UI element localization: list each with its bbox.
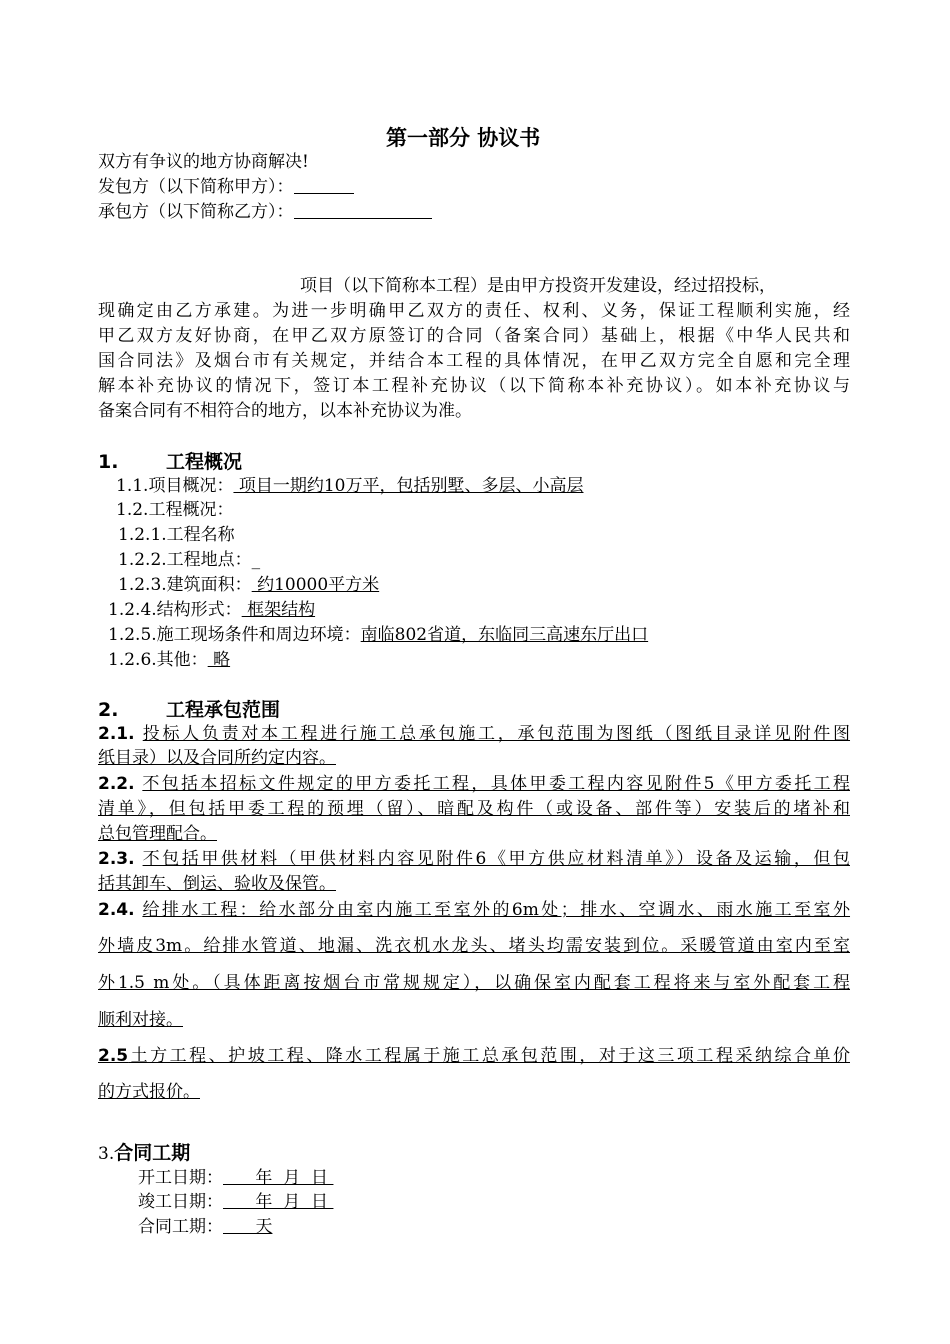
party-b-line (98, 200, 432, 224)
item-1-2-6 (108, 648, 230, 672)
end-date-label: 竣工日期： (138, 1192, 223, 1212)
item-1-2-4 (108, 598, 315, 622)
item-1-2-5-label: 1.2.5.施工现场条件和周边环境： (108, 625, 361, 645)
para-2-1-line-2: 纸目录）以及合同所约定内容。 (98, 748, 336, 768)
preamble-line-4: 国合同法》及烟台市有关规定，并结合本工程的具体情况，在甲乙双方完全自愿和完全理 (98, 351, 850, 371)
party-a-line (98, 175, 354, 199)
item-1-1-label: 1.1.项目概况： (116, 476, 234, 496)
item-1-2-3-value: 约10000平方米 (251, 575, 380, 595)
para-2-4-number: 2.4. (98, 900, 135, 920)
start-date-value: 年 月 日 (223, 1168, 334, 1188)
section1-number: 1. (98, 451, 119, 473)
para-2-5-number: 2.5 (98, 1046, 129, 1066)
para-2-1-number: 2.1. (98, 724, 135, 744)
para-2-1-text-1: 投标人负责对本工程进行施工总承包施工，承包范围为图纸（图纸目录详见附件图 (142, 724, 851, 744)
para-2-2-line-2: 清单》，但包括甲委工程的预埋（留）、暗配及构件（或设备、部件等）安装后的堵补和 (98, 799, 850, 819)
start-date-label: 开工日期： (138, 1168, 223, 1188)
para-2-4-text-1: 给排水工程：给水部分由室内施工至室外的6m处；排水、空调水、雨水施工至室外 (142, 900, 851, 920)
item-1-2-6-label: 1.2.6.其他： (108, 650, 208, 670)
para-2-2-line-3: 总包管理配合。 (98, 824, 217, 844)
item-1-2-2-label: 1.2.2.工程地点： (118, 550, 252, 570)
dispute-line: 双方有争议的地方协商解决! (98, 152, 309, 172)
para-2-4-line-3: 外1.5 m处。（具体距离按烟台市常规规定），以确保室内配套工程将来与室外配套工程 (98, 973, 850, 993)
section2-heading: 工程承包范围 (166, 699, 281, 721)
preamble-line-6: 备案合同有不相符合的地方，以本补充协议为准。 (98, 401, 472, 421)
period-label: 合同工期： (138, 1217, 223, 1237)
end-date-value: 年 月 日 (223, 1192, 334, 1212)
page-title: 第一部分 协议书 (386, 126, 541, 150)
item-1-2-5 (108, 623, 648, 647)
para-2-1-line-1 (98, 722, 850, 746)
item-1-2-3 (118, 573, 379, 597)
para-2-3-number: 2.3. (98, 849, 135, 869)
para-2-2-text-1: 不包括本招标文件规定的甲方委托工程，具体甲委工程内容见附件5《甲方委托工程 (142, 774, 850, 794)
item-1-2: 1.2.工程概况： (116, 500, 234, 520)
item-1-2-6-value: 略 (207, 650, 231, 670)
item-1-2-4-label: 1.2.4.结构形式： (108, 600, 242, 620)
item-1-1-value: 项目一期约10万平，包括别墅、多层、小高层 (233, 476, 584, 496)
para-2-2-line-1 (98, 772, 850, 796)
section1-heading: 工程概况 (166, 451, 243, 473)
para-2-4-line-2: 外墙皮3m。给排水管道、地漏、洗衣机水龙头、堵头均需安装到位。采暖管道由室内至室 (98, 936, 850, 956)
party-a-label: 发包方（以下简称甲方）： (98, 177, 294, 197)
item-1-2-2 (118, 548, 260, 572)
preamble-line-5: 解本补充协议的情况下，签订本工程补充协议（以下简称本补充协议）。如本补充协议与 (98, 376, 850, 396)
para-2-5-line-1 (98, 1044, 850, 1068)
para-2-5-line-2: 的方式报价。 (98, 1082, 200, 1102)
section3-number: 3. (98, 1144, 115, 1164)
para-2-3-text-1: 不包括甲供材料（甲供材料内容见附件6《甲方供应材料清单》）设备及运输，但包 (142, 849, 850, 869)
item-1-1 (116, 474, 584, 498)
para-2-3-line-1 (98, 847, 850, 871)
party-b-label: 承包方（以下简称乙方）： (98, 202, 294, 222)
section2-number: 2. (98, 699, 119, 721)
end-date-line (138, 1190, 333, 1214)
para-2-2-number: 2.2. (98, 774, 135, 794)
para-2-5-text-1: 土方工程、护坡工程、降水工程属于施工总承包范围，对于这三项工程采纳综合单价 (128, 1046, 850, 1066)
item-1-2-2-value: _ (251, 550, 261, 570)
period-line (138, 1215, 272, 1239)
section3-heading: 合同工期 (114, 1142, 191, 1164)
preamble-line-2: 现确定由乙方承建。为进一步明确甲乙双方的责任、权利、义务，保证工程顺利实施，经 (98, 301, 850, 321)
item-1-2-1: 1.2.1.工程名称 (118, 525, 235, 545)
para-2-4-line-4: 顺利对接。 (98, 1010, 183, 1030)
item-1-2-3-label: 1.2.3.建筑面积： (118, 575, 252, 595)
section3-title (98, 1141, 190, 1166)
preamble-line-1: 项目（以下简称本工程）是由甲方投资开发建设，经过招投标， (300, 276, 776, 296)
item-1-2-5-value: 南临802省道，东临同三高速东厅出口 (360, 625, 649, 645)
start-date-line (138, 1166, 333, 1190)
item-1-2-4-value: 框架结构 (241, 600, 316, 620)
party-b-blank (294, 200, 432, 219)
period-value: 天 (223, 1217, 273, 1237)
preamble-line-3: 甲乙双方友好协商，在甲乙双方原签订的合同（备案合同）基础上，根据《中华人民共和 (98, 326, 850, 346)
para-2-3-line-2: 括其卸车、倒运、验收及保管。 (98, 874, 336, 894)
party-a-blank (294, 175, 354, 194)
para-2-4-line-1 (98, 898, 850, 922)
